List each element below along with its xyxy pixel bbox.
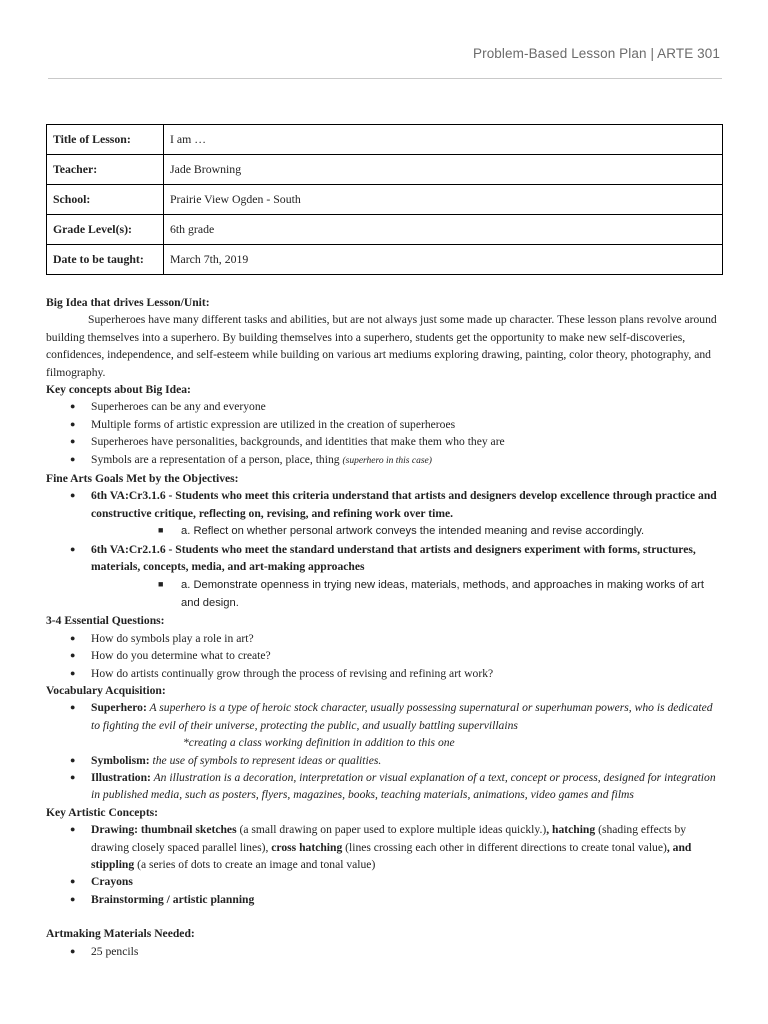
symbols-text: Symbols are a representation of a person, place, thing bbox=[91, 452, 340, 466]
table-row bbox=[47, 215, 723, 245]
fine-arts-heading: Fine Arts Goals Met by the Objectives: bbox=[46, 472, 239, 486]
drawing-text-1: (a small drawing on paper used to explore multiple ideas quickly.) bbox=[236, 823, 547, 837]
concept-crayons: ● Crayons bbox=[46, 873, 722, 890]
key-concepts-list bbox=[46, 398, 722, 470]
vocab-term: Superhero: bbox=[91, 701, 147, 715]
vocabulary-list-cont bbox=[46, 752, 722, 804]
drawing-text-2: (shading effects by drawing closely spaced parallel lines), bbox=[91, 823, 687, 854]
artistic-concepts-list bbox=[46, 821, 722, 908]
list-item: ● Superheroes can be any and everyone bbox=[46, 398, 722, 415]
goal-2-sub-text: a. Demonstrate openness in trying new ideas, materials, methods, and approaches in making works of art and design. bbox=[181, 578, 704, 609]
table-label: Grade Level(s): bbox=[47, 215, 164, 245]
symbols-note: (superhero in this case) bbox=[342, 455, 432, 466]
vocab-term: Symbolism: bbox=[91, 753, 150, 767]
concept-drawing bbox=[46, 821, 722, 873]
vocab-definition: A superhero is a type of heroic stock character, usually possessing supernatural or superhuman powers, who is dedicated to fighting the evil of their universe, protecting the public, and usually battling supervillains bbox=[91, 701, 713, 732]
vocab-illustration bbox=[46, 769, 722, 804]
document-header: Problem-Based Lesson Plan | ARTE 301 bbox=[473, 46, 720, 61]
list-item: ● How do symbols play a role in art? bbox=[46, 630, 722, 647]
vocab-definition: An illustration is a decoration, interpretation or visual explanation of a text, concept or process, designed for integration in published media, such as posters, flyers, magazines, books, teaching materials, animations, video games and films bbox=[91, 770, 716, 802]
drawing-text-4: (a series of dots to create an image and tonal value) bbox=[134, 858, 376, 871]
lesson-info-table bbox=[46, 124, 723, 275]
vocab-term: Illustration: bbox=[91, 770, 151, 784]
materials-list bbox=[46, 943, 722, 960]
big-idea-paragraph: Superheroes have many different tasks and abilities, but are not always just some made up character. These lesson plans revolve around building themselves into a superhero. By building themselves into a superhero, students get the opportunity to make new self-discoveries, confidences, independence, and self-esteem while building on various art mediums exploring drawing, painting, color theory, photography, and filmography. bbox=[46, 313, 717, 379]
drawing-label: Drawing: thumbnail sketches bbox=[91, 823, 237, 837]
spacer bbox=[46, 908, 722, 925]
list-item: ● Superheroes have personalities, backgrounds, and identities that make them who they are bbox=[46, 433, 722, 450]
vocab-definition: the use of symbols to represent ideas or qualities. bbox=[149, 753, 382, 767]
table-value: I am … bbox=[164, 125, 723, 155]
vocab-superhero-note: *creating a class working definition in addition to this one bbox=[183, 736, 455, 750]
table-value: Prairie View Ogden - South bbox=[164, 185, 723, 215]
standard-goal-1-sub bbox=[46, 522, 722, 540]
standard-goal-2: ● 6th VA:Cr2.1.6 - Students who meet the standard understand that artists and designers experiment with forms, structures, materials, concepts, media, and art-making approaches bbox=[46, 541, 722, 576]
goal-1-sub-text: a. Reflect on whether personal artwork conveys the intended meaning and revise accordingly. bbox=[181, 525, 645, 538]
table-label: Date to be taught: bbox=[47, 245, 164, 275]
materials-heading: Artmaking Materials Needed: bbox=[46, 927, 195, 941]
big-idea-heading: Big Idea that drives Lesson/Unit: bbox=[46, 296, 210, 309]
table-value: Jade Browning bbox=[164, 155, 723, 185]
list-item: ● How do you determine what to create? bbox=[46, 647, 722, 664]
essential-questions-list bbox=[46, 630, 722, 682]
cross-hatching-label: cross hatching bbox=[271, 840, 343, 854]
table-value: 6th grade bbox=[164, 215, 723, 245]
artistic-concepts-heading: Key Artistic Concepts: bbox=[46, 805, 159, 819]
vocab-superhero bbox=[46, 699, 722, 734]
essential-questions-heading: 3-4 Essential Questions: bbox=[46, 614, 165, 628]
header-divider bbox=[48, 78, 722, 79]
table-row bbox=[47, 125, 723, 155]
vocabulary-heading: Vocabulary Acquisition: bbox=[46, 683, 166, 697]
standard-goal-1: ● 6th VA:Cr3.1.6 - Students who meet this criteria understand that artists and designers develop excellence through practice and constructive critique, reflecting on, revising, and refining work over time. bbox=[46, 487, 722, 522]
key-concepts-heading: Key concepts about Big Idea: bbox=[46, 383, 191, 397]
table-label: Title of Lesson: bbox=[47, 125, 164, 155]
table-row bbox=[47, 155, 723, 185]
standard-goal-2-sub bbox=[46, 576, 722, 613]
fine-arts-list bbox=[46, 487, 722, 612]
table-row bbox=[47, 245, 723, 275]
table-value: March 7th, 2019 bbox=[164, 245, 723, 275]
hatching-label: , hatching bbox=[546, 823, 596, 837]
drawing-text-3: (lines crossing each other in different directions to create tonal value) bbox=[342, 840, 667, 854]
table-label: School: bbox=[47, 185, 164, 215]
vocabulary-list bbox=[46, 699, 722, 734]
vocab-symbolism bbox=[46, 752, 722, 769]
concept-brainstorming: ● Brainstorming / artistic planning bbox=[46, 891, 722, 908]
stippling-label: , and stippling bbox=[91, 840, 692, 871]
list-item: ● 25 pencils bbox=[46, 943, 722, 960]
table-row bbox=[47, 185, 723, 215]
list-item bbox=[46, 451, 722, 470]
table-label: Teacher: bbox=[47, 155, 164, 185]
list-item: ● How do artists continually grow through the process of revising and refining art work? bbox=[46, 665, 722, 682]
list-item: ● Multiple forms of artistic expression are utilized in the creation of superheroes bbox=[46, 416, 722, 433]
lesson-body bbox=[46, 294, 722, 960]
